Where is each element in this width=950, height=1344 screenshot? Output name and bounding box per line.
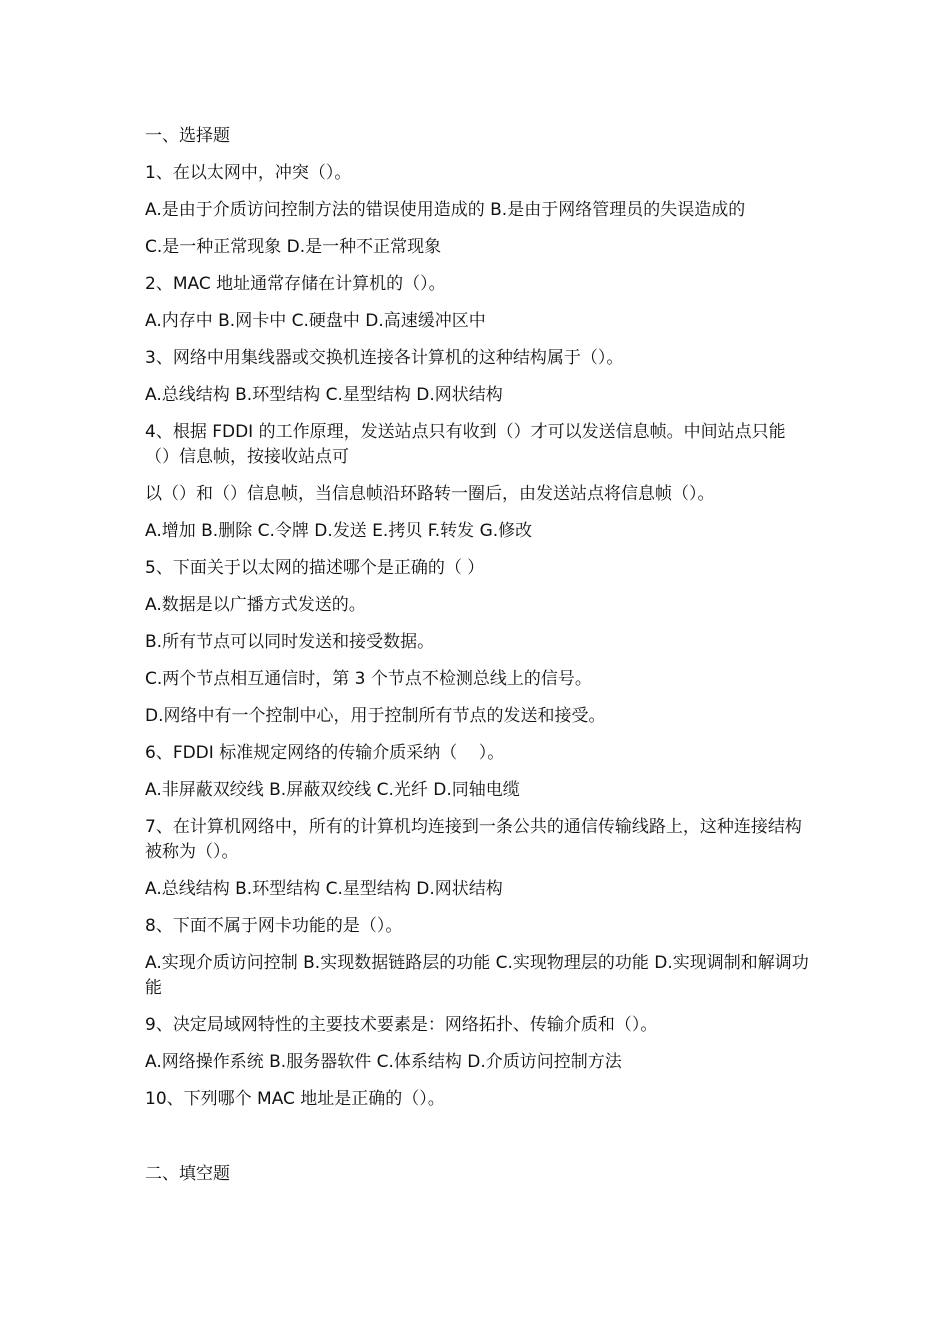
options-line: A.内存中 B.网卡中 C.硬盘中 D.高速缓冲区中 xyxy=(145,311,486,331)
question-6: 6、FDDI 标准规定网络的传输介质采纳（ ）。 xyxy=(145,743,505,763)
option-d: D.网络中有一个控制中心，用于控制所有节点的发送和接受。 xyxy=(145,706,606,726)
options-line: C.是一种正常现象 D.是一种不正常现象 xyxy=(145,237,442,257)
section-heading-fill-in: 二、填空题 xyxy=(145,1164,230,1184)
question-10: 10、下列哪个 MAC 地址是正确的（）。 xyxy=(145,1089,445,1109)
options-line: A.总线结构 B.环型结构 C.星型结构 D.网状结构 xyxy=(145,879,503,899)
option-c: C.两个节点相互通信时，第 3 个节点不检测总线上的信号。 xyxy=(145,669,592,689)
question-4-continued: 以（）和（）信息帧，当信息帧沿环路转一圈后，由发送站点将信息帧（）。 xyxy=(145,484,715,504)
options-line: A.增加 B.删除 C.令牌 D.发送 E.拷贝 F.转发 G.修改 xyxy=(145,521,533,541)
question-8: 8、下面不属于网卡功能的是（）。 xyxy=(145,916,403,936)
option-b: B.所有节点可以同时发送和接受数据。 xyxy=(145,632,435,652)
options-line: A.实现介质访问控制 B.实现数据链路层的功能 C.实现物理层的功能 D.实现调制和解调功能 xyxy=(145,953,809,998)
section-gap xyxy=(145,1124,810,1162)
options-line: A.总线结构 B.环型结构 C.星型结构 D.网状结构 xyxy=(145,385,503,405)
options-line: A.是由于介质访问控制方法的错误使用造成的 B.是由于网络管理员的失误造成的 xyxy=(145,200,746,220)
options-line: A.网络操作系统 B.服务器软件 C.体系结构 D.介质访问控制方法 xyxy=(145,1052,622,1072)
options-line: A.非屏蔽双绞线 B.屏蔽双绞线 C.光纤 D.同轴电缆 xyxy=(145,780,520,800)
option-a: A.数据是以广播方式发送的。 xyxy=(145,595,366,615)
question-4: 4、根据 FDDI 的工作原理，发送站点只有收到（）才可以发送信息帧。中间站点只能（）信息帧，按接收站点可 xyxy=(145,422,786,467)
document-body xyxy=(145,124,810,1199)
question-5: 5、下面关于以太网的描述哪个是正确的（ ） xyxy=(145,558,485,578)
question-7: 7、在计算机网络中，所有的计算机均连接到一条公共的通信传输线路上，这种连接结构被称为（）。 xyxy=(145,817,802,862)
question-3: 3、网络中用集线器或交换机连接各计算机的这种结构属于（）。 xyxy=(145,348,624,368)
section-heading-choice: 一、选择题 xyxy=(145,126,230,146)
question-9: 9、决定局域网特性的主要技术要素是：网络拓扑、传输介质和（）。 xyxy=(145,1015,658,1035)
question-1: 1、在以太网中，冲突（）。 xyxy=(145,163,352,183)
question-2: 2、MAC 地址通常存储在计算机的（）。 xyxy=(145,274,446,294)
